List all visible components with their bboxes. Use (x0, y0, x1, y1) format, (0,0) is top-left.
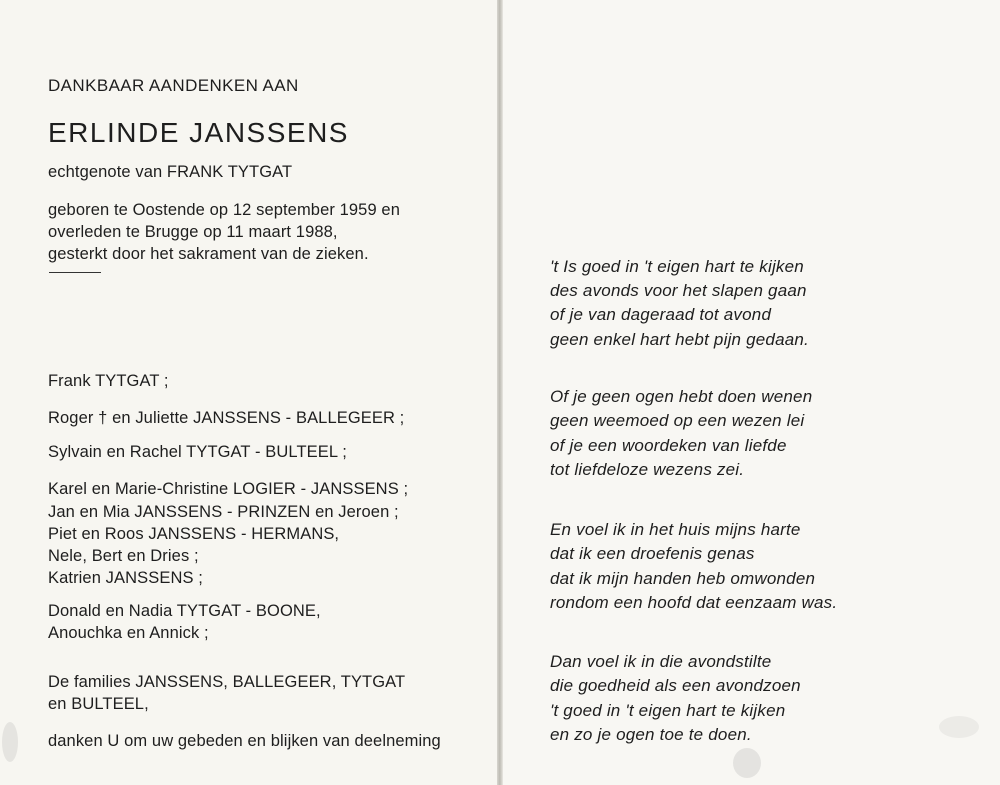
family-line: Piet en Roos JANSSENS - HERMANS, (48, 525, 340, 543)
deceased-name: ERLINDE JANSSENS (48, 117, 349, 148)
family-line: Anouchka en Annick ; (48, 624, 209, 642)
poem-line: Of je geen ogen hebt doen wenen (550, 387, 813, 406)
family-line: Frank TYTGAT ; (48, 372, 169, 390)
bio-line-sacrament: gesterkt door het sakrament van de zieken. (48, 245, 369, 263)
poem-line: rondom een hoofd dat eenzaam was. (550, 593, 838, 612)
bio-line-birth: geboren te Oostende op 12 september 1959 en (48, 201, 400, 219)
poem-line: Dan voel ik in die avondstilte (550, 652, 772, 671)
right-panel (503, 0, 1000, 785)
family-line: Donald en Nadia TYTGAT - BOONE, (48, 602, 321, 620)
poem-line: tot liefdeloze wezens zei. (550, 460, 745, 479)
paper-wear-mark (2, 722, 18, 762)
poem-line: dat ik mijn handen heb omwonden (550, 569, 816, 588)
family-line: Roger † en Juliette JANSSENS - BALLEGEER ; (48, 409, 405, 427)
family-line: Sylvain en Rachel TYTGAT - BULTEEL ; (48, 443, 347, 461)
family-line: Nele, Bert en Dries ; (48, 547, 199, 565)
poem-line: of je een woordeken van liefde (550, 436, 787, 455)
left-panel (0, 0, 497, 785)
family-line: Katrien JANSSENS ; (48, 569, 203, 587)
paper-wear-mark (939, 716, 979, 738)
poem-line: geen weemoed op een wezen lei (550, 411, 805, 430)
poem-line: dat ik een droefenis genas (550, 544, 755, 563)
bio-line-death: overleden te Brugge op 11 maart 1988, (48, 223, 338, 241)
poem-line: 't goed in 't eigen hart te kijken (550, 701, 786, 720)
spouse-line: echtgenote van FRANK TYTGAT (48, 163, 293, 181)
separator-rule (49, 272, 101, 273)
family-line: Karel en Marie-Christine LOGIER - JANSSENS ; (48, 480, 409, 498)
poem-line: En voel ik in het huis mijns harte (550, 520, 801, 539)
poem-line: en zo je ogen toe te doen. (550, 725, 752, 744)
family-line: Jan en Mia JANSSENS - PRINZEN en Jeroen ; (48, 503, 399, 521)
poem-line: 't Is goed in 't eigen hart te kijken (550, 257, 804, 276)
poem-line: die goedheid als een avondzoen (550, 676, 801, 695)
poem-line: geen enkel hart hebt pijn gedaan. (550, 330, 809, 349)
paper-wear-mark (733, 748, 761, 778)
family-line: De families JANSSENS, BALLEGEER, TYTGAT (48, 673, 406, 691)
card-heading: DANKBAAR AANDENKEN AAN (48, 76, 299, 95)
family-line: danken U om uw gebeden en blijken van deelneming (48, 732, 441, 750)
poem-line: des avonds voor het slapen gaan (550, 281, 807, 300)
family-line: en BULTEEL, (48, 695, 149, 713)
poem-line: of je van dageraad tot avond (550, 305, 772, 324)
